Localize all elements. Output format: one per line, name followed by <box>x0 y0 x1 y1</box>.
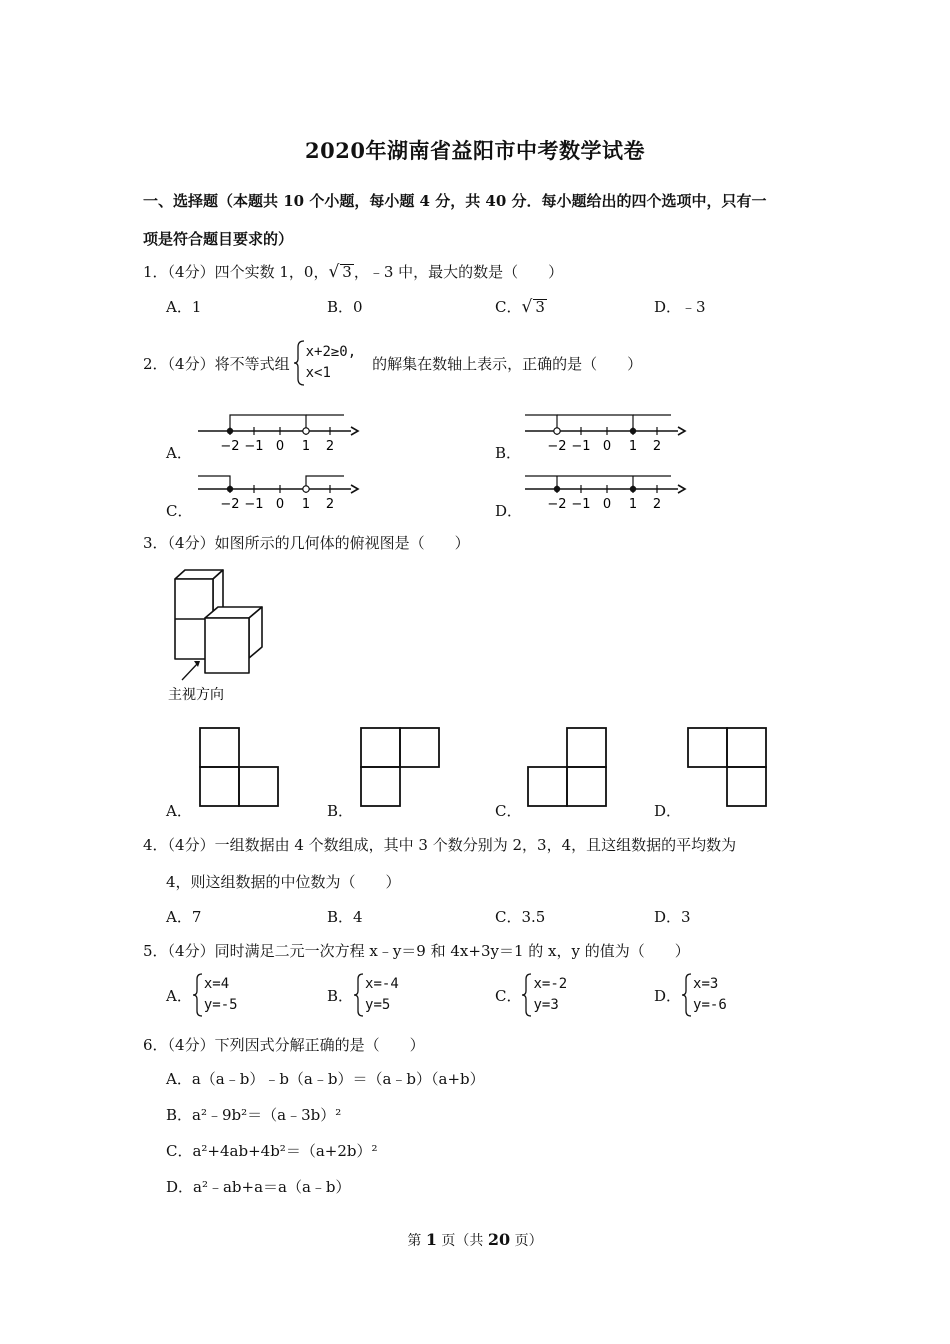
q1-option-d[interactable]: D．﹣3 <box>654 298 706 316</box>
q3-option-c-figure[interactable] <box>526 726 608 808</box>
q2-inequality-system <box>306 342 357 384</box>
tick-label: 2 <box>325 439 335 454</box>
tick-label: −2 <box>220 497 240 512</box>
q2-option-a-numberline[interactable] <box>196 410 361 455</box>
q3-option-b-label[interactable]: B． <box>327 802 354 820</box>
q4-option-c[interactable]: C．3.5 <box>495 908 546 926</box>
tick-label: 1 <box>628 497 638 512</box>
q3-option-c-label[interactable]: C． <box>495 802 522 820</box>
brace-icon <box>681 972 693 1018</box>
q3-option-a-figure[interactable] <box>198 726 280 808</box>
q1-text-after: ，﹣3 中，最大的数是（ ） <box>353 263 564 281</box>
q4-option-d[interactable]: D．3 <box>654 908 691 926</box>
tick-label: −1 <box>244 497 264 512</box>
question-3: 3．（4分）如图所示的几何体的俯视图是（ ） <box>143 534 470 552</box>
q3-option-d-label[interactable]: D． <box>654 802 682 820</box>
q6-option-b[interactable]: B．a²﹣9b²＝（a﹣3b）² <box>166 1106 342 1124</box>
q2-ineq2: x<1 <box>305 365 331 381</box>
q6-option-c[interactable]: C．a²+4ab+4b²＝（a+2b）² <box>166 1142 378 1160</box>
question-6: 6．（4分）下列因式分解正确的是（ ） <box>143 1036 425 1054</box>
sqrt-icon: √ <box>521 297 533 317</box>
q2-option-d-label[interactable]: D． <box>495 502 523 520</box>
brace-icon <box>292 339 306 387</box>
page-number: 1 <box>425 1230 437 1249</box>
tick-label: 2 <box>652 497 662 512</box>
question-5: 5．（4分）同时满足二元一次方程 x﹣y＝9 和 4x+3y＝1 的 x，y 的值为（ ） <box>143 942 690 960</box>
tick-label: −2 <box>547 439 567 454</box>
tick-label: 1 <box>301 497 311 512</box>
q6-option-d[interactable]: D．a²﹣ab+a＝a（a﹣b） <box>166 1178 351 1196</box>
brace-icon <box>192 972 204 1018</box>
tick-label: −1 <box>571 497 591 512</box>
tick-label: 1 <box>628 439 638 454</box>
q1-radicand: 3 <box>342 263 352 281</box>
section-heading-line1: 一、选择题（本题共 10 个小题，每小题 4 分，共 40 分．每小题给出的四个选项中，只有一 <box>143 192 767 210</box>
q1-text-before: 1．（4分）四个实数 1，0， <box>143 263 329 281</box>
q3-solid-figure <box>160 562 275 707</box>
q2-option-b-numberline[interactable] <box>523 410 688 455</box>
q5-option-d[interactable]: D． x=3 y=-6 <box>654 970 727 1020</box>
q1-option-a[interactable]: A．1 <box>166 298 202 316</box>
q5-option-a[interactable]: A． x=4 y=-5 <box>166 970 238 1020</box>
tick-label: 2 <box>325 497 335 512</box>
q3-option-a-label[interactable]: A． <box>166 802 192 820</box>
tick-label: 1 <box>301 439 311 454</box>
q5-option-b[interactable]: B． x=-4 y=5 <box>327 970 399 1020</box>
total-pages: 20 <box>487 1230 511 1249</box>
q2-option-a-label[interactable]: A． <box>166 444 192 462</box>
tick-label: −1 <box>571 439 591 454</box>
page-footer: 第 1 页（共 20 页） <box>407 1230 543 1249</box>
q1-option-c[interactable]: C．√ 3 <box>495 297 545 317</box>
q2-option-c-label[interactable]: C． <box>166 502 193 520</box>
q2-option-b-label[interactable]: B． <box>495 444 522 462</box>
q6-option-a[interactable]: A．a（a﹣b）﹣b（a﹣b）＝（a﹣b）（a+b） <box>166 1070 485 1088</box>
tick-label: 0 <box>275 497 285 512</box>
question-4-line1: 4．（4分）一组数据由 4 个数组成，其中 3 个数分别为 2，3，4，且这组数据的平均数为 <box>143 836 737 854</box>
q4-option-b[interactable]: B．4 <box>327 908 363 926</box>
tick-label: 0 <box>275 439 285 454</box>
brace-icon <box>521 972 533 1018</box>
tick-label: 0 <box>602 497 612 512</box>
brace-icon <box>353 972 365 1018</box>
tick-label: 0 <box>602 439 612 454</box>
question-1 <box>143 261 563 282</box>
q2-text-after: 的解集在数轴上表示，正确的是（ ） <box>372 354 643 373</box>
q3-option-b-figure[interactable] <box>359 726 441 808</box>
tick-label: −2 <box>220 439 240 454</box>
tick-label: −2 <box>547 497 567 512</box>
question-2 <box>143 338 642 388</box>
q1-option-b[interactable]: B．0 <box>327 298 363 316</box>
sqrt-icon: √ <box>328 262 340 282</box>
tick-label: 2 <box>652 439 662 454</box>
q3-option-d-figure[interactable] <box>686 726 768 808</box>
q2-ineq1: x+2≥0, <box>305 344 357 360</box>
q3-view-label: 主视方向 <box>168 687 224 703</box>
page-title: 2020年湖南省益阳市中考数学试卷 <box>305 138 645 163</box>
q2-option-d-numberline[interactable] <box>523 468 688 513</box>
question-4-line2: 4，则这组数据的中位数为（ ） <box>166 873 401 891</box>
q5-option-c[interactable]: C． x=-2 y=3 <box>495 970 567 1020</box>
tick-label: −1 <box>244 439 264 454</box>
q2-option-c-numberline[interactable] <box>196 468 361 513</box>
q2-text-before: 2．（4分）将不等式组 <box>143 354 290 373</box>
q4-option-a[interactable]: A．7 <box>166 908 202 926</box>
section-heading-line2: 项是符合题目要求的） <box>143 230 294 248</box>
